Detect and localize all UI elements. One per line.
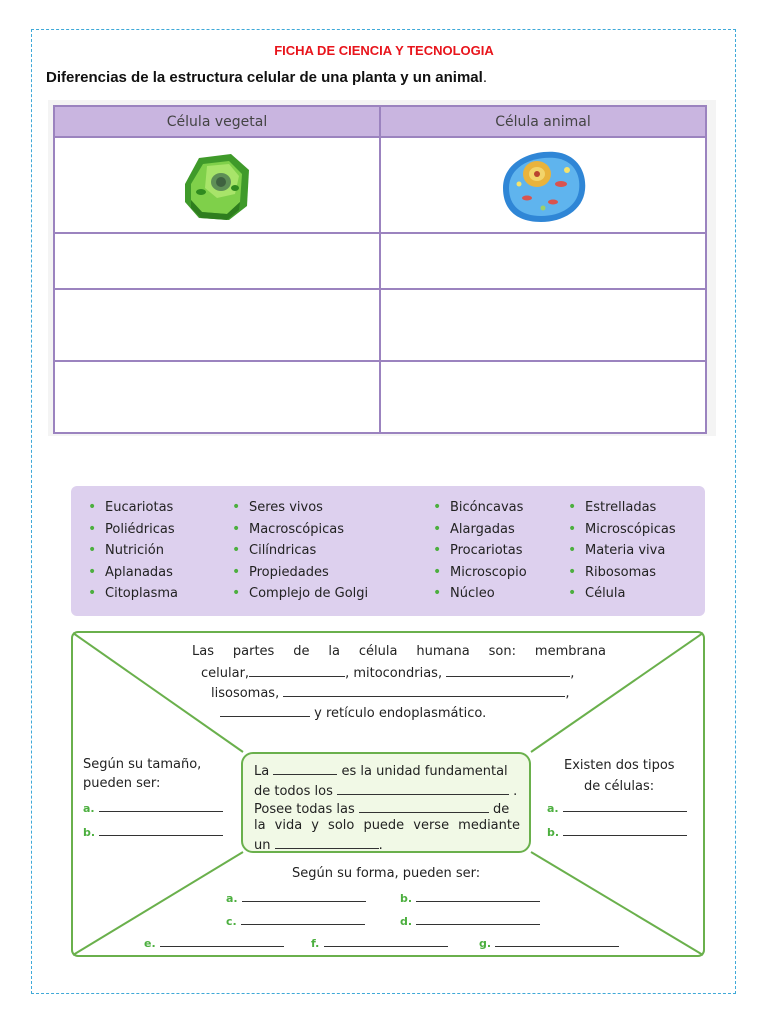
- label-b: b.: [547, 826, 560, 839]
- top-text-comma2: ,: [565, 686, 570, 701]
- plant-answer-cell-1[interactable]: [54, 233, 380, 289]
- word-bank-item: • Propiedades: [232, 562, 368, 584]
- top-text-lisosomas: lisosomas,: [211, 686, 280, 701]
- comparison-table: [53, 105, 707, 434]
- label-c: c.: [226, 915, 237, 928]
- word-bank-item: • Seres vivos: [232, 497, 368, 519]
- word-bank-item: • Complejo de Golgi: [232, 583, 368, 605]
- word-bank-item: • Nutrición: [88, 540, 178, 562]
- top-text-line2: [201, 663, 574, 683]
- blank-shape-d[interactable]: [416, 911, 540, 925]
- top-text-line3: [211, 683, 570, 703]
- top-text-mitocondrias: , mitocondrias,: [345, 666, 443, 681]
- top-text-celular: celular,: [201, 666, 250, 681]
- comparison-table-panel: [48, 100, 716, 436]
- word-bank-item: • Núcleo: [433, 583, 527, 605]
- shape-e: [144, 933, 284, 953]
- word-bank: [71, 486, 705, 616]
- word-bank-column-1: [88, 497, 178, 605]
- word-bank-item: • Poliédricas: [88, 519, 178, 541]
- blank-propiedades[interactable]: [359, 799, 489, 813]
- subtitle-text: Diferencias de la estructura celular de una planta y un animal: [46, 69, 483, 86]
- right-type-b: [547, 822, 687, 842]
- word-bank-item: • Célula: [568, 583, 676, 605]
- word-bank-item: • Cilíndricas: [232, 540, 368, 562]
- label-a: a.: [547, 802, 559, 815]
- word-bank-item: • Estrelladas: [568, 497, 676, 519]
- plant-answer-cell-2[interactable]: [54, 289, 380, 361]
- blank-type-a[interactable]: [563, 798, 687, 812]
- word-bank-item: • Ribosomas: [568, 562, 676, 584]
- word-bank-item: • Procariotas: [433, 540, 527, 562]
- right-text-line2: de células:: [584, 779, 655, 794]
- plant-cell-image-cell: [54, 137, 380, 233]
- blank-shape-c[interactable]: [241, 911, 365, 925]
- blank-shape-b[interactable]: [416, 888, 540, 902]
- top-text-reticulo: y retículo endoplasmático.: [314, 706, 487, 721]
- word-bank-item: • Materia viva: [568, 540, 676, 562]
- right-type-a: [547, 798, 687, 818]
- worksheet-subtitle: [46, 69, 487, 86]
- center-period: .: [513, 784, 518, 799]
- blank-part-2[interactable]: [446, 663, 570, 677]
- word-bank-item: • Microscopio: [433, 562, 527, 584]
- top-text-line1: Las partes de la célula humana son: membrana: [192, 644, 606, 659]
- blank-size-a[interactable]: [99, 798, 223, 812]
- left-size-a: [83, 798, 223, 818]
- blank-celula[interactable]: [273, 761, 337, 775]
- label-d: d.: [400, 915, 413, 928]
- worksheet-title: FICHA DE CIENCIA Y TECNOLOGIA: [274, 43, 494, 58]
- word-bank-column-4: [568, 497, 676, 605]
- definition-box: [241, 752, 531, 853]
- left-size-b: [83, 822, 223, 842]
- shape-f: [311, 933, 448, 953]
- word-bank-column-2: [232, 497, 368, 605]
- plant-answer-cell-3[interactable]: [54, 361, 380, 433]
- label-f: f.: [311, 937, 320, 950]
- blank-shape-f[interactable]: [324, 933, 448, 947]
- center-line4: la vida y solo puede verse mediante: [254, 818, 520, 833]
- center-unidad: es la unidad fundamental: [341, 764, 508, 779]
- word-bank-item: • Citoplasma: [88, 583, 178, 605]
- blank-type-b[interactable]: [563, 822, 687, 836]
- word-bank-item: • Macroscópicas: [232, 519, 368, 541]
- shape-g: [479, 933, 619, 953]
- left-text-line2: pueden ser:: [83, 776, 161, 791]
- plant-cell-illustration: [177, 144, 257, 226]
- animal-answer-cell-2[interactable]: [380, 289, 706, 361]
- blank-shape-a[interactable]: [242, 888, 366, 902]
- shape-a: [226, 888, 366, 908]
- header-animal-cell: Célula animal: [380, 106, 706, 137]
- subtitle-period: .: [482, 69, 487, 86]
- blank-microscopio[interactable]: [275, 835, 379, 849]
- shape-b: [400, 888, 540, 908]
- center-todos: de todos los: [254, 784, 333, 799]
- blank-size-b[interactable]: [99, 822, 223, 836]
- header-plant-cell: Célula vegetal: [54, 106, 380, 137]
- label-b: b.: [83, 826, 96, 839]
- shape-c: [226, 911, 365, 931]
- center-line5: [254, 835, 383, 855]
- bottom-title: Según su forma, pueden ser:: [292, 866, 481, 881]
- envelope-organizer: [71, 631, 705, 957]
- label-e: e.: [144, 937, 156, 950]
- center-un: un: [254, 838, 271, 853]
- word-bank-column-3: [433, 497, 527, 605]
- blank-shape-g[interactable]: [495, 933, 619, 947]
- animal-answer-cell-1[interactable]: [380, 233, 706, 289]
- word-bank-item: • Microscópicas: [568, 519, 676, 541]
- word-bank-item: • Alargadas: [433, 519, 527, 541]
- label-a: a.: [83, 802, 95, 815]
- blank-seres-vivos[interactable]: [337, 781, 509, 795]
- word-bank-item: • Aplanadas: [88, 562, 178, 584]
- top-text-comma: ,: [570, 666, 575, 681]
- left-text-line1: Según su tamaño,: [83, 757, 202, 772]
- blank-part-4[interactable]: [220, 703, 310, 717]
- blank-part-1[interactable]: [249, 663, 345, 677]
- blank-part-3[interactable]: [283, 683, 565, 697]
- shape-d: [400, 911, 540, 931]
- center-line2: [254, 781, 517, 801]
- center-line3: [254, 799, 509, 819]
- animal-cell-illustration: [497, 144, 589, 226]
- label-a: a.: [226, 892, 238, 905]
- word-bank-item: • Bicóncavas: [433, 497, 527, 519]
- animal-cell-image-cell: [380, 137, 706, 233]
- animal-answer-cell-3[interactable]: [380, 361, 706, 433]
- center-period2: .: [378, 838, 383, 853]
- center-de: de: [493, 802, 510, 817]
- label-b: b.: [400, 892, 413, 905]
- center-la: La: [254, 764, 270, 779]
- center-posee: Posee todas las: [254, 802, 355, 817]
- word-bank-item: • Eucariotas: [88, 497, 178, 519]
- right-text-line1: Existen dos tipos: [564, 758, 675, 773]
- blank-shape-e[interactable]: [160, 933, 284, 947]
- center-line1: [254, 761, 508, 781]
- top-text-line4: [220, 703, 486, 723]
- label-g: g.: [479, 937, 492, 950]
